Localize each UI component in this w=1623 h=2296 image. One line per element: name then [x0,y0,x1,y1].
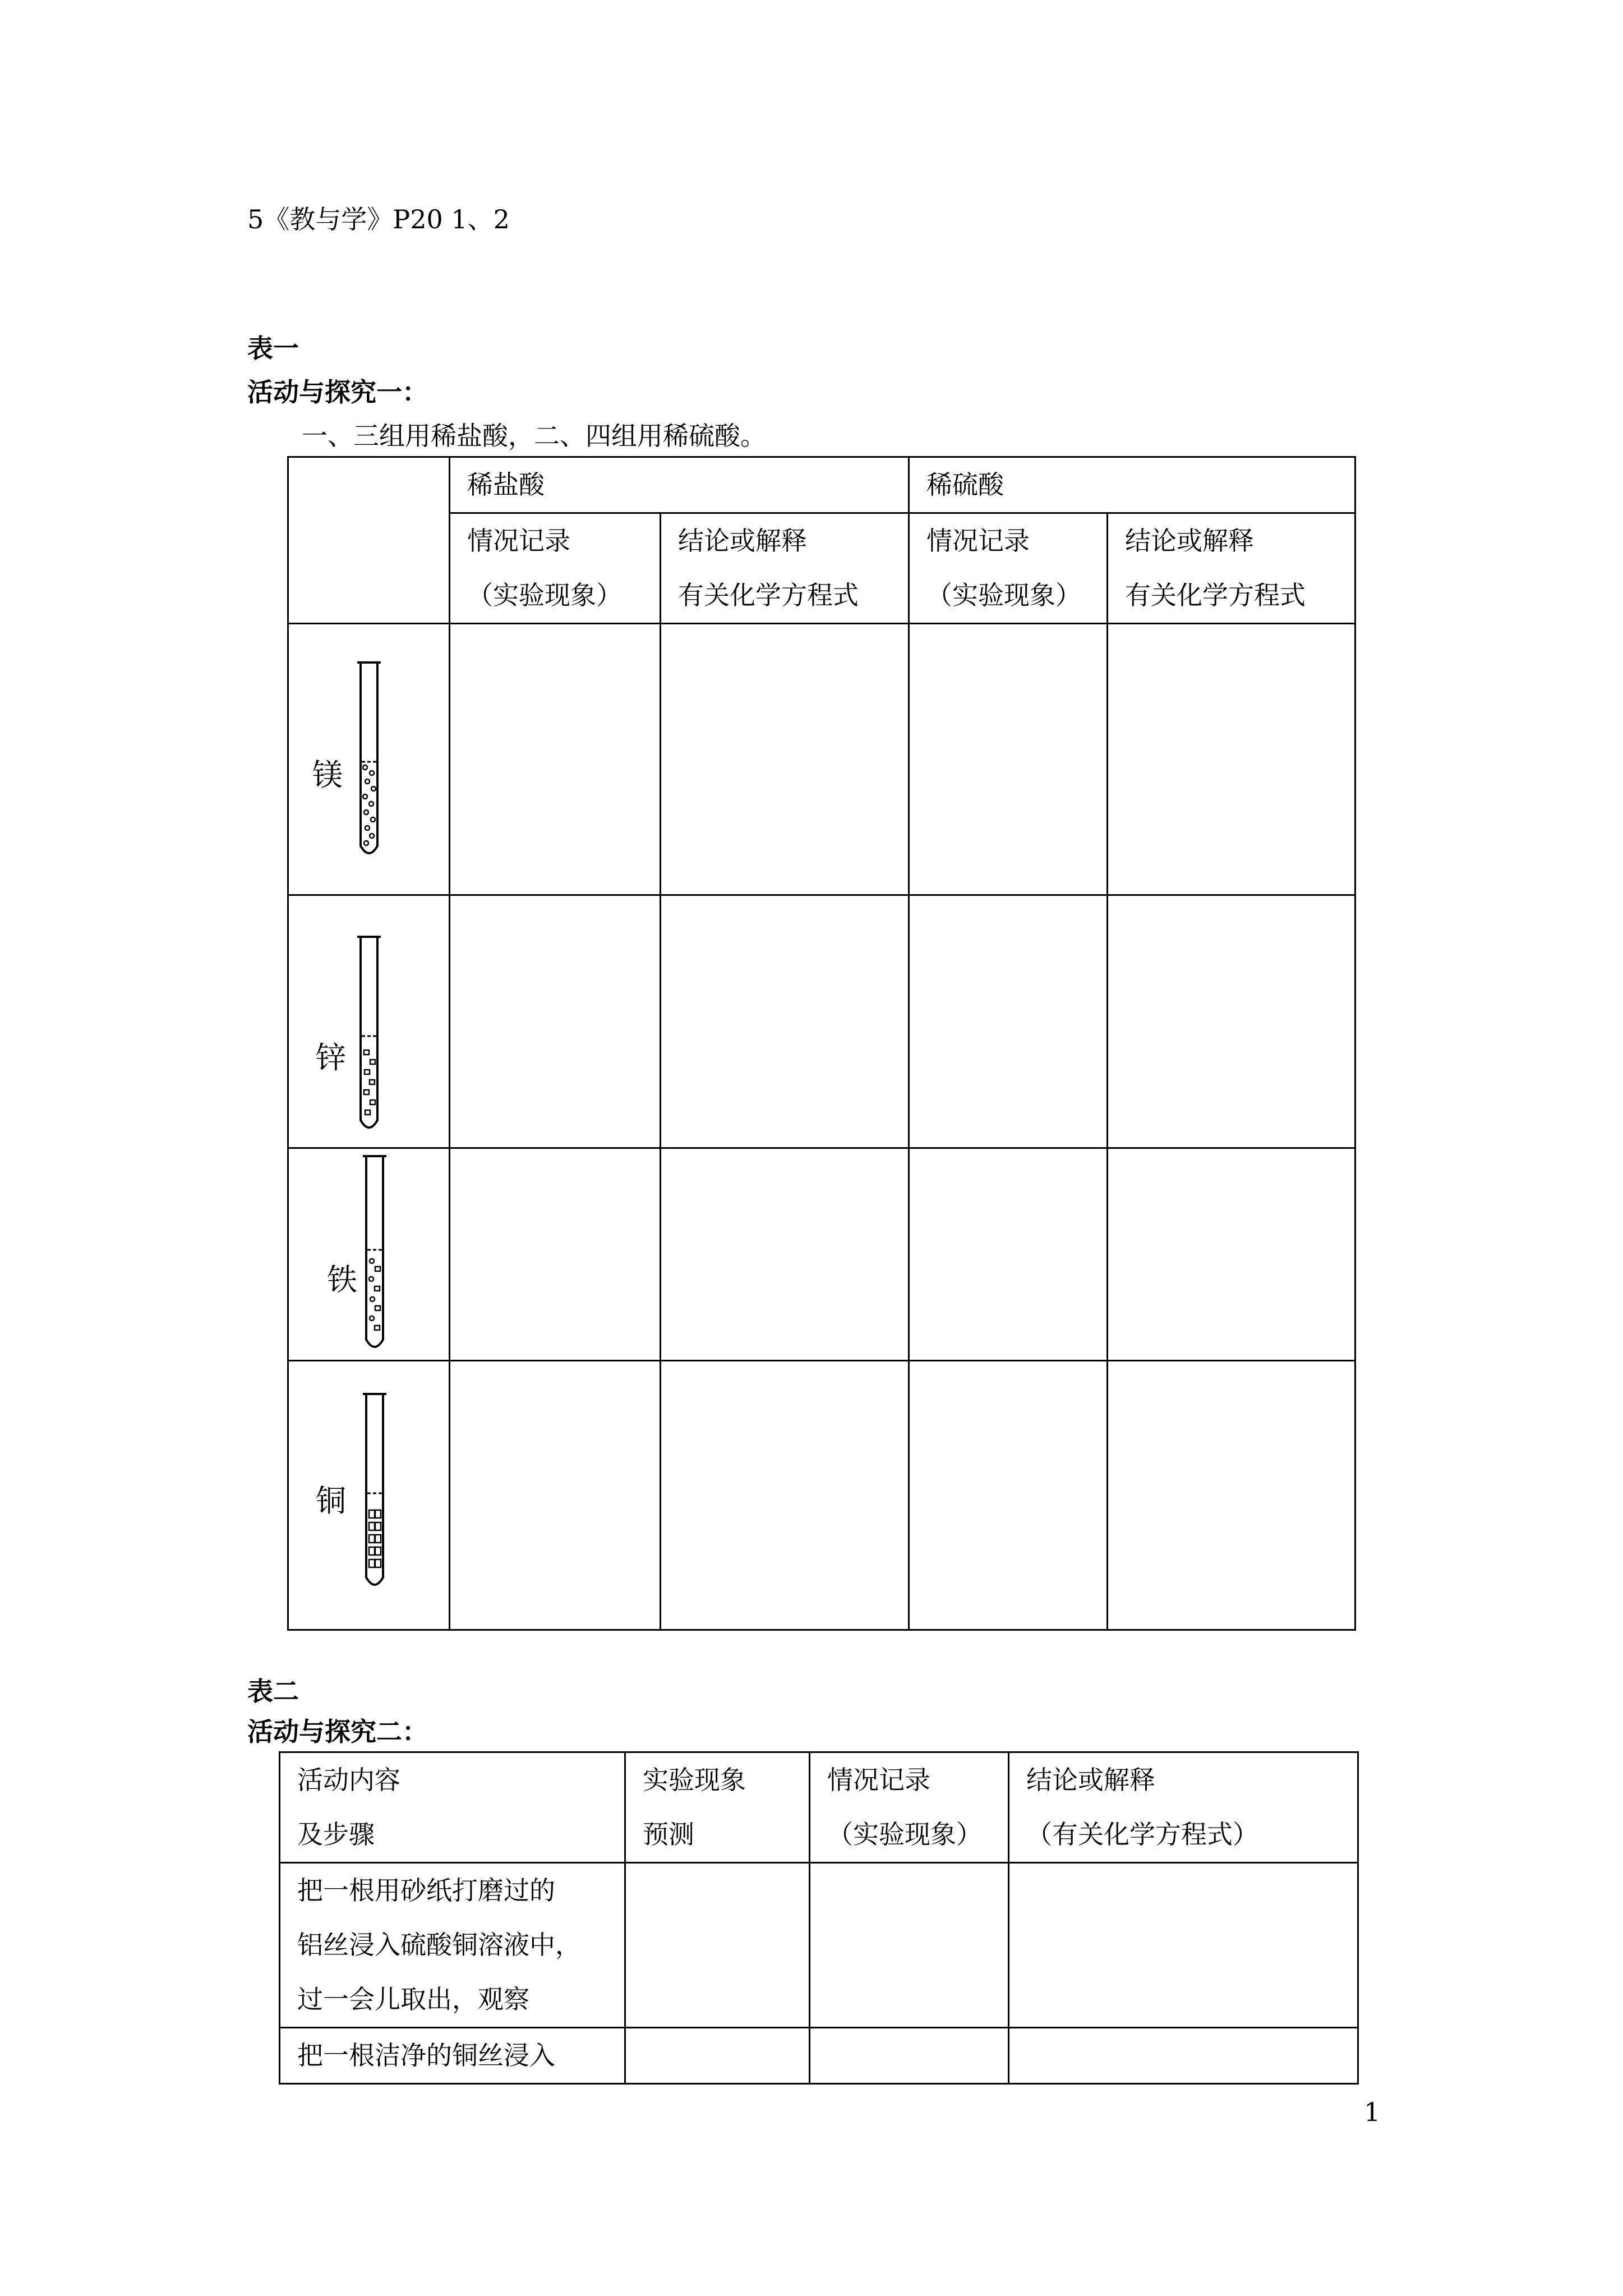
table2 [279,1751,1359,2085]
cell-cu-hcl-record[interactable] [450,1361,661,1630]
cell-fe-hcl-conclusion[interactable] [661,1148,909,1361]
table2-caption: 表二 [247,1676,299,1706]
cell-zn-h2so4-record[interactable] [909,895,1108,1148]
header-phenomenon-prediction: 实验现象 预测 [625,1752,810,1863]
cell-row2-record[interactable] [810,2028,1009,2084]
cell-zn-hcl-conclusion[interactable] [661,895,909,1148]
subheader-h2so4-conclusion: 结论或解释 有关化学方程式 [1108,513,1355,624]
test-tube-icon [361,1154,389,1356]
reference-line: 5《教与学》P20 1、2 [247,204,510,234]
metal-cell-iron [288,1148,450,1361]
header-activity-steps: 活动内容 及步骤 [280,1752,625,1863]
cell-zn-hcl-record[interactable] [450,895,661,1148]
test-tube-icon [361,1392,389,1594]
header-record: 情况记录 （实验现象） [810,1752,1009,1863]
subheader-h2so4-record: 情况记录 （实验现象） [909,513,1108,624]
cell-zn-h2so4-conclusion[interactable] [1108,895,1355,1148]
table2-subtitle: 活动与探究二： [247,1717,428,1747]
metal-label: 镁 [312,757,343,793]
cell-row1-record[interactable] [810,1863,1009,2028]
subheader-hcl-record: 情况记录 （实验现象） [450,513,661,624]
table1-caption: 表一 [247,333,299,364]
metal-cell-magnesium [288,624,450,895]
cell-row2-prediction[interactable] [625,2028,810,2084]
table1 [287,456,1356,1631]
step-copper-wire: 把一根洁净的铜丝浸入 [280,2028,625,2084]
cell-mg-h2so4-record[interactable] [909,624,1108,895]
cell-fe-h2so4-record[interactable] [909,1148,1108,1361]
subheader-hcl-conclusion: 结论或解释 有关化学方程式 [661,513,909,624]
header-acid-hcl: 稀盐酸 [450,457,909,513]
cell-fe-hcl-record[interactable] [450,1148,661,1361]
table1-subtitle: 活动与探究一： [247,377,428,407]
metal-cell-zinc [288,895,450,1148]
cell-mg-hcl-record[interactable] [450,624,661,895]
page-number: 1 [1364,2097,1381,2127]
cell-row1-conclusion[interactable] [1009,1863,1358,2028]
header-conclusion: 结论或解释 （有关化学方程式） [1009,1752,1358,1863]
metal-label: 铜 [316,1483,346,1519]
cell-row2-conclusion[interactable] [1009,2028,1358,2084]
metal-label: 铁 [327,1262,357,1297]
cell-cu-h2so4-conclusion[interactable] [1108,1361,1355,1630]
table1-corner-cell [288,457,450,624]
metal-label: 锌 [316,1040,346,1075]
test-tube-icon [355,935,383,1137]
cell-cu-h2so4-record[interactable] [909,1361,1108,1630]
step-aluminum-copper-sulfate: 把一根用砂纸打磨过的 铝丝浸入硫酸铜溶液中， 过一会儿取出，观察 [280,1863,625,2028]
header-acid-h2so4: 稀硫酸 [909,457,1355,513]
cell-mg-hcl-conclusion[interactable] [661,624,909,895]
table1-instruction: 一、三组用稀盐酸，二、四组用稀硫酸。 [302,421,766,451]
test-tube-icon [355,661,383,863]
cell-mg-h2so4-conclusion[interactable] [1108,624,1355,895]
cell-row1-prediction[interactable] [625,1863,810,2028]
metal-cell-copper [288,1361,450,1630]
cell-fe-h2so4-conclusion[interactable] [1108,1148,1355,1361]
cell-cu-hcl-conclusion[interactable] [661,1361,909,1630]
